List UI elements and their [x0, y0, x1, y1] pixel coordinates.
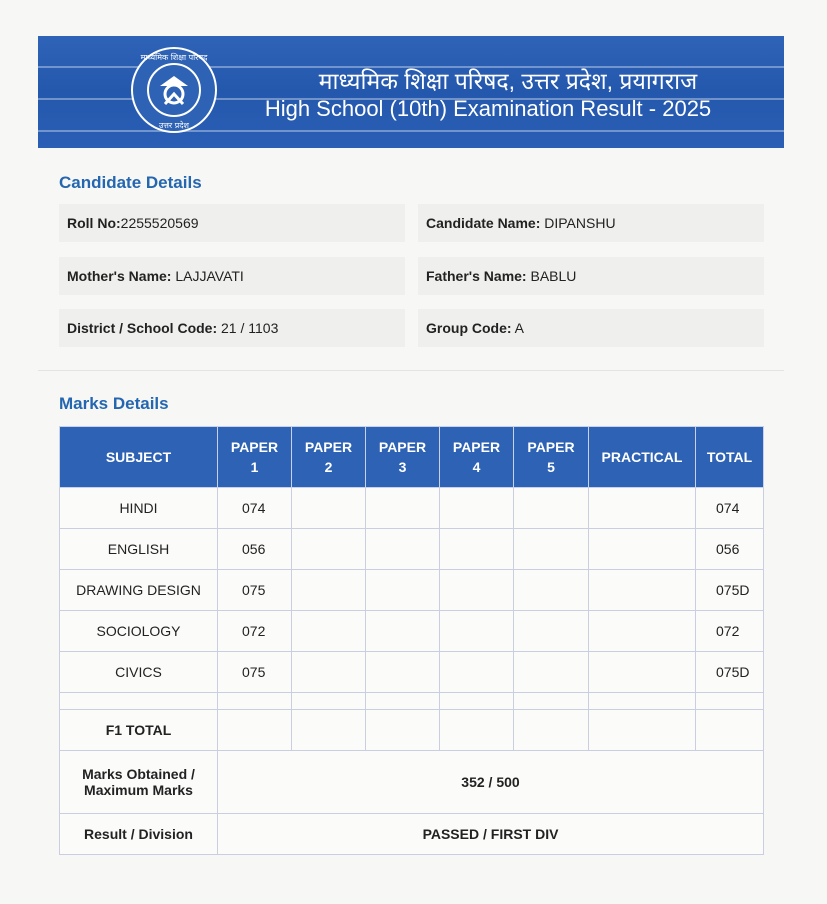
- roll-no-label: Roll No:: [67, 215, 121, 231]
- father-name-field: [418, 257, 764, 295]
- spacer-row: [60, 693, 764, 710]
- header-banner: [38, 36, 784, 148]
- marks-obtained-row: [60, 751, 764, 814]
- total-cell: 074: [696, 488, 764, 529]
- result-row: [60, 814, 764, 855]
- table-row: [60, 488, 764, 529]
- candidate-name-label: Candidate Name:: [426, 215, 541, 231]
- marks-header-row: [60, 427, 764, 488]
- header-paper-5: PAPER 5: [514, 427, 589, 488]
- subject-cell: SOCIOLOGY: [60, 611, 218, 652]
- subject-cell: ENGLISH: [60, 529, 218, 570]
- header-paper-4: PAPER 4: [440, 427, 514, 488]
- candidate-section-title: Candidate Details: [59, 173, 202, 192]
- group-code-value: A: [514, 320, 525, 336]
- district-school-code-field: [59, 309, 405, 347]
- table-row: [60, 611, 764, 652]
- candidate-name-field: [418, 204, 764, 242]
- logo-text-top: माध्यमिक शिक्षा परिषद: [140, 53, 208, 62]
- total-cell: 056: [696, 529, 764, 570]
- paper1-cell: 056: [218, 529, 292, 570]
- total-cell: 075D: [696, 652, 764, 693]
- mother-name-field: [59, 257, 405, 295]
- marks-table: [59, 426, 764, 855]
- header-practical: PRACTICAL: [589, 427, 696, 488]
- district-label: District / School Code:: [67, 320, 218, 336]
- f1-total-row: [60, 710, 764, 751]
- total-cell: 072: [696, 611, 764, 652]
- marks-obtained-value: 352 / 500: [218, 751, 764, 814]
- father-name-label: Father's Name:: [426, 268, 527, 284]
- logo-text-bottom: उत्तर प्रदेश: [159, 121, 189, 130]
- district-value: 21 / 1103: [221, 320, 279, 336]
- table-row: [60, 529, 764, 570]
- father-name-value: BABLU: [530, 268, 577, 284]
- paper1-cell: 074: [218, 488, 292, 529]
- total-cell: 075D: [696, 570, 764, 611]
- table-row: [60, 570, 764, 611]
- subject-cell: CIVICS: [60, 652, 218, 693]
- roll-no-field: [59, 204, 405, 242]
- marks-obtained-label: Marks Obtained / Maximum Marks: [60, 751, 218, 814]
- header-paper-1: PAPER 1: [218, 427, 292, 488]
- result-label: Result / Division: [60, 814, 218, 855]
- marks-section-title: Marks Details: [59, 394, 169, 413]
- table-row: [60, 652, 764, 693]
- paper1-cell: 075: [218, 570, 292, 611]
- f1-total-label: F1 TOTAL: [60, 710, 218, 751]
- header-subject: SUBJECT: [60, 427, 218, 488]
- exam-title-english: High School (10th) Examination Result - 2025: [264, 96, 712, 121]
- header-total: TOTAL: [696, 427, 764, 488]
- header-paper-2: PAPER 2: [292, 427, 366, 488]
- paper1-cell: 072: [218, 611, 292, 652]
- roll-no-value: 2255520569: [120, 215, 199, 231]
- subject-cell: DRAWING DESIGN: [60, 570, 218, 611]
- result-value: PASSED / FIRST DIV: [218, 814, 764, 855]
- board-logo-icon: [130, 46, 218, 134]
- group-code-field: [418, 309, 764, 347]
- candidate-name-value: DIPANSHU: [544, 215, 616, 231]
- section-divider: [38, 370, 784, 371]
- subject-cell: HINDI: [60, 488, 218, 529]
- group-code-label: Group Code:: [426, 320, 512, 336]
- mother-name-value: LAJJAVATI: [175, 268, 244, 284]
- mother-name-label: Mother's Name:: [67, 268, 172, 284]
- paper1-cell: 075: [218, 652, 292, 693]
- header-paper-3: PAPER 3: [366, 427, 440, 488]
- board-title-hindi: माध्यमिक शिक्षा परिषद, उत्तर प्रदेश, प्रयागराज: [318, 68, 698, 94]
